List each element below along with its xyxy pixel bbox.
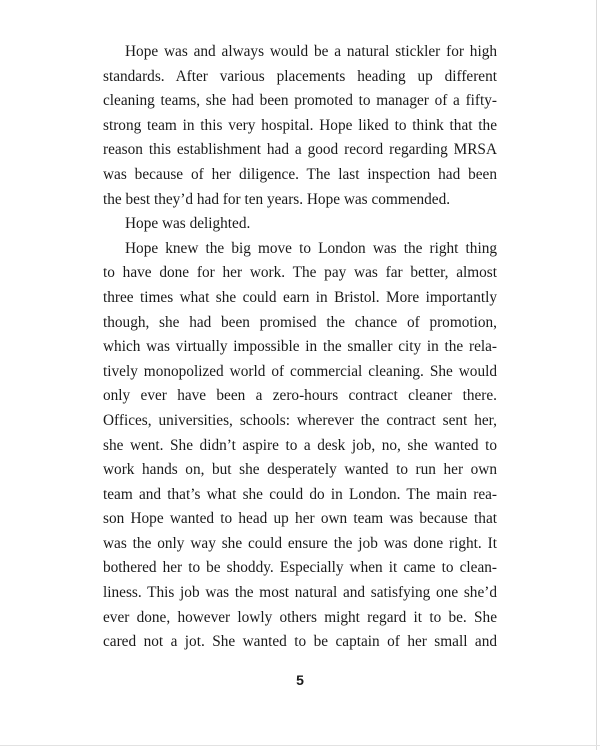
text-line: was the only way she could ensure the job was done right. It: [103, 534, 497, 552]
text-line: to have done for her work. The pay was far better, almost: [103, 264, 497, 282]
body-text: [103, 40, 497, 655]
text-line: she went. She didn’t aspire to a desk job, no, she wanted to: [103, 436, 497, 454]
page-edge-bottom: [0, 745, 600, 746]
text-line: strong team in this very hospital. Hope liked to think that the: [103, 116, 497, 134]
text-line: reason this establishment had a good record regarding MRSA: [103, 141, 497, 159]
text-line: work hands on, but she desperately wanted to run her own: [103, 461, 497, 479]
text-line: ever done, however lowly others might regard it to be. She: [103, 608, 497, 626]
text-line: only ever have been a zero-hours contract cleaner there.: [103, 387, 497, 405]
text-line: was because of her diligence. The last inspection had been: [103, 165, 497, 183]
text-line: though, she had been promised the chance of promotion,: [103, 313, 497, 331]
text-line: cleaning teams, she had been promoted to manager of a fifty-: [103, 92, 497, 110]
page-edge-right: [596, 0, 597, 750]
text-line: Hope was and always would be a natural stickler for high: [125, 43, 497, 60]
text-line: Hope knew the big move to London was the right thing: [125, 239, 497, 257]
text-line: liness. This job was the most natural and satisfying one she’d: [103, 584, 497, 602]
text-line: which was virtually impossible in the smaller city in the rela-: [103, 338, 497, 356]
text-line: cared not a jot. She wanted to be captain of her small and: [103, 633, 497, 651]
text-line: Offices, universities, schools: wherever the contract sent her,: [103, 411, 497, 429]
text-line: son Hope wanted to head up her own team was because that: [103, 510, 497, 528]
text-line: standards. After various placements heading up different: [103, 67, 497, 85]
text-line: bothered her to be shoddy. Especially when it came to clean-: [103, 559, 497, 577]
text-line: Hope was delighted.: [125, 215, 251, 233]
text-line: three times what she could earn in Bristol. More importantly: [103, 288, 497, 306]
text-line: the best they’d had for ten years. Hope was commended.: [103, 190, 451, 208]
text-line: team and that’s what she could do in London. The main rea-: [103, 485, 497, 503]
text-line: tively monopolized world of commercial cleaning. She would: [103, 362, 497, 380]
page-number: 5: [296, 672, 304, 688]
